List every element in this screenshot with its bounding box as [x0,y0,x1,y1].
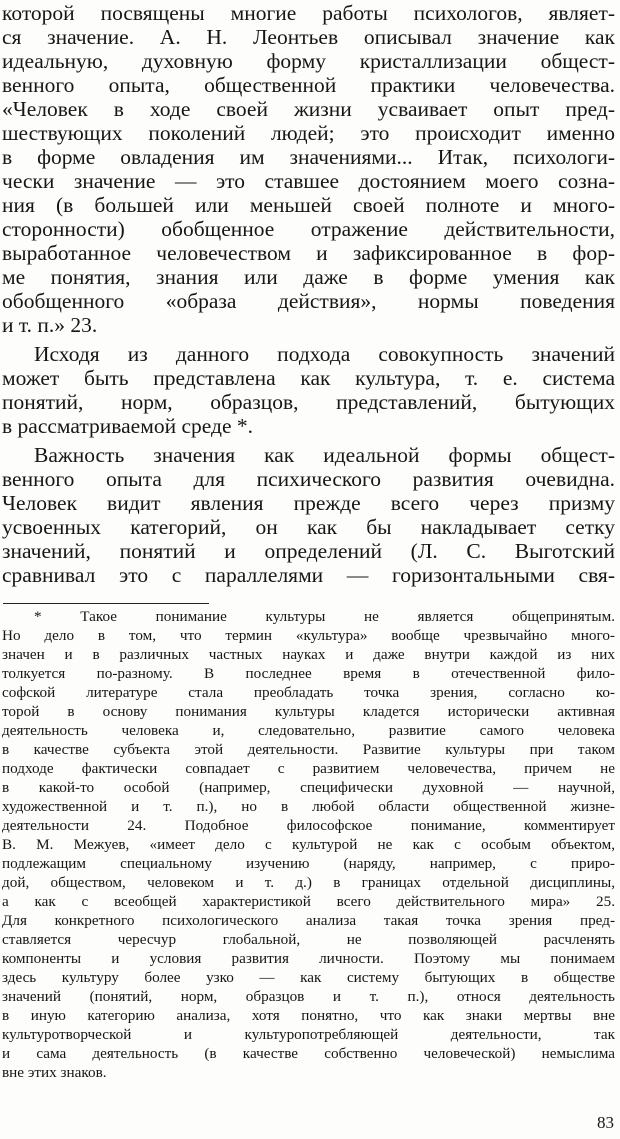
footnote-line: подходе фактически совпадает с развитием человечества, причем не [2,760,615,777]
footnote-line: в какой-то особой (например, специфически духовной — научной, [2,779,615,796]
footnote-line: деятельность человека и, следовательно, развитие самого человека [2,722,615,739]
footnote-line: ставляется чересчур глобальной, не позволяющей расчленять [2,931,615,948]
main-line: усвоенных категорий, он как бы накладывает сетку [2,515,615,539]
footnote-line: компоненты и условия развития личности. Поэтому мы понимаем [2,950,615,967]
main-line: которой посвящены многие работы психологов, являет- [2,1,615,25]
footnote-line: художественной и т. п.), но в любой области общественной жизне- [2,798,615,815]
footnote-line: торой в основу понимания культуры кладется исторически активная [2,703,615,720]
footnote-line: вне этих знаков. [2,1064,107,1081]
footnote-line: в качестве субъекта этой деятельности. Развитие культуры при таком [2,741,615,758]
main-line: венного опыта, общественной практики человечества. [2,73,615,97]
footnote-line: Но дело в том, что термин «культура» вообще чрезвычайно много- [2,627,615,644]
footnote-line: в иную категорию анализа, хотя понятно, что как знаки мертвы вне [2,1007,615,1024]
main-line: ме понятия, знания или даже в форме умения как [2,265,615,289]
footnote-line: софской литературе стала преобладать точка зрения, согласно ко- [2,684,615,701]
main-line: идеальную, духовную форму кристаллизации общест- [2,49,615,73]
main-line: обобщенного «образа действия», нормы поведения [2,289,615,313]
main-line: значений, понятий и определений (Л. С. Выготский [2,539,615,563]
main-line: Человек видит явления прежде всего через призму [2,491,615,515]
main-line: может быть представлена как культура, т. е. система [2,366,615,390]
main-line: «Человек в ходе своей жизни усваивает опыт пред- [2,97,615,121]
main-line: сравнивал это с параллелями — горизонтальными свя- [2,563,615,587]
footnote-line: толкуется по-разному. В последнее время в отечественной фило- [2,665,615,682]
main-line: ся значение. А. Н. Леонтьев описывал значение как [2,25,615,49]
main-line: и т. п.» 23. [2,313,98,337]
main-line: понятий, норм, образцов, представлений, бытующих [2,390,615,414]
main-line: чески значение — это ставшее достоянием моего созна- [2,169,615,193]
footnote-line: Для конкретного психологического анализа такая точка зрения пред- [2,912,615,929]
page-number: 83 [597,1113,614,1132]
main-line: в рассматриваемой среде *. [2,414,253,438]
footnote-line: значен и в различных частных науках и даже внутри каждой из них [2,646,615,663]
footnote-line: * Такое понимание культуры не является общепринятым. [34,608,615,625]
footnote-line: и сама деятельность (в качестве собственно человеческой) немыслима [2,1045,615,1062]
main-line: сторонности) обобщенное отражение действительности, [2,217,615,241]
footnote-line: дой, обществом, человеком и т. д.) в границах отдельной дисциплины, [2,874,615,891]
main-line: ния (в большей или меньшей своей полноте и много- [2,193,615,217]
footnote-line: культуротворческой и культуропотребляющей деятельности, так [2,1026,615,1043]
main-line: Важность значения как идеальной формы общест- [34,443,615,467]
footnote-line: значений (понятий, норм, образцов и т. п.), относя деятельность [2,988,615,1005]
footnote-line: здесь культуру более узко — как систему бытующих в обществе [2,969,615,986]
main-line: Исходя из данного подхода совокупность значений [34,342,615,366]
footnote-line: а как с всеобщей характеристикой всего действительного мира» 25. [2,893,615,910]
main-line: выработанное человечеством и зафиксированное в фор- [2,241,615,265]
footnote-line: подлежащим специальному изучению (наряду, например, с приро- [2,855,615,872]
main-line: венного опыта для психического развития очевидна. [2,467,615,491]
footnote-line: деятельности 24. Подобное философское понимание, комментирует [2,817,615,834]
main-line: в форме овладения им значениями... Итак, психологи- [2,145,615,169]
footnote-line: В. М. Межуев, «имеет дело с культурой не как с особым объектом, [2,836,615,853]
main-line: шествующих поколений людей; это происходит именно [2,121,615,145]
footnote-separator [3,603,209,604]
